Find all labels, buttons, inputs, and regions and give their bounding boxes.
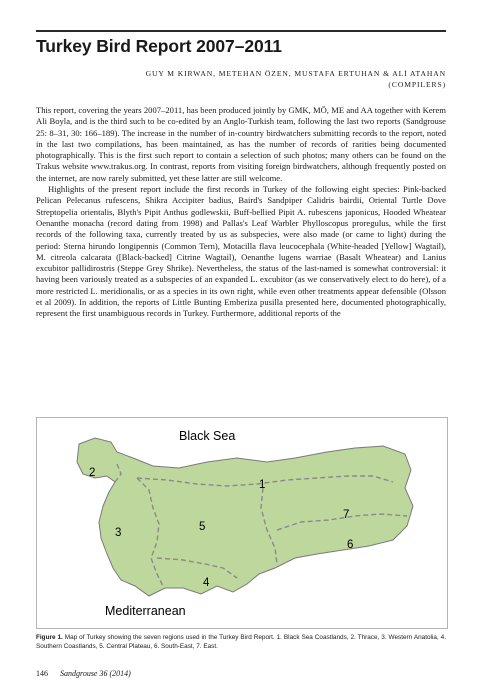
region-label-1: 1 [259,479,266,491]
compilers-note: (COMPILERS) [388,80,446,89]
region-label-5: 5 [199,521,206,533]
journal-citation: Sandgrouse 36 (2014) [60,669,131,678]
figure-caption [36,633,446,651]
sea-label-south: Mediterranean [105,604,186,618]
body-text [36,105,446,320]
author-list: GUY M KIRWAN, METEHAN ÖZEN, MUSTAFA ERTUHAN & ALİ ATAHAN [145,69,446,78]
paragraph-2: Highlights of the present report include the first records in Turkey of the following eight species: Pink-backed Pelican Pelecanus rufescens, Shikra Accipiter badius, Baird's Sandpiper Calidris bairdii, Oriental Turtle Dove Streptopelia orientalis, Blyth's Pipit Anthus godlewskii, Buff-bellied Pipit A. rubescens japonicus, Hooded Wheatear Oenanthe monacha (record dating from 1998) and Pallas's Leaf Warbler Phylloscopus proregulus, while the first records of the following taxa, currently treated by us as subspecies, were also made (or came to light) during the period: Sterna hirundo longipennis (Common Tern), Motacilla flava leucocephala (White-headed [Yellow] Wagtail), M. citreola calcarata ([Black-backed] Citrine Wagtail), Oenanthe lugens warriae (Basalt Wheatear) and Lanius excubitor pallidirostris (Steppe Grey Shrike). Nevertheless, the status of the last-named is somewhat controversial: it having been variously treated as a subspecies of an expanded L. excubitor (as we conservatively elect to do here), of a more restricted L. meridionalis, or as a species in its own right, while even other treatments appear defensible (Olsson et al 2009). In addition, the reports of Little Bunting Emberiza pusilla presented here, documented photographically, represent the first unambiguous records in Turkey. Furthermore, additional reports of the [36,184,446,319]
region-label-7: 7 [343,509,350,521]
paragraph-1: This report, covering the years 2007–2011, has been produced jointly by GMK, MÖ, ME and AA together with Kerem Ali Boyla, and is the third such to be co-edited by an Anglo-Turkish team, following the last two reports (Sandgrouse 25: 8–31, 30: 166–189). The increase in the number of in-country birdwatchers submitting records to the report, noted in the last two compilations, has been maintained, as has the number of records of rarities being documented photographically. This is the first such report to contain a selection of such photos; many others can be found on the Trakus website www.trakus.org. In contrast, reports from visiting foreign birdwatchers, although frequently posted on the internet, are now rarely submitted, yet these latter are still welcome. [36,105,446,183]
region-label-6: 6 [347,539,354,551]
turkey-region-map [36,417,448,629]
article-title: Turkey Bird Report 2007–2011 [36,36,282,56]
sea-label-north: Black Sea [179,429,236,443]
caption-label: Figure 1. [36,634,63,641]
page-footer [36,669,131,678]
region-label-3: 3 [115,527,122,539]
page-number: 146 [36,669,48,678]
caption-text: Map of Turkey showing the seven regions used in the Turkey Bird Report. 1. Black Sea Coastlands, 2. Thrace, 3. Western Anatolia, 4. Southern Coastlands, 5. Central Plateau, 6. South-East, 7. East. [36,634,446,650]
region-label-2: 2 [89,467,96,479]
region-label-4: 4 [203,577,210,589]
top-rule [36,30,446,32]
map-graphic [37,418,447,628]
turkey-landmass [77,438,413,596]
author-block [36,68,446,90]
